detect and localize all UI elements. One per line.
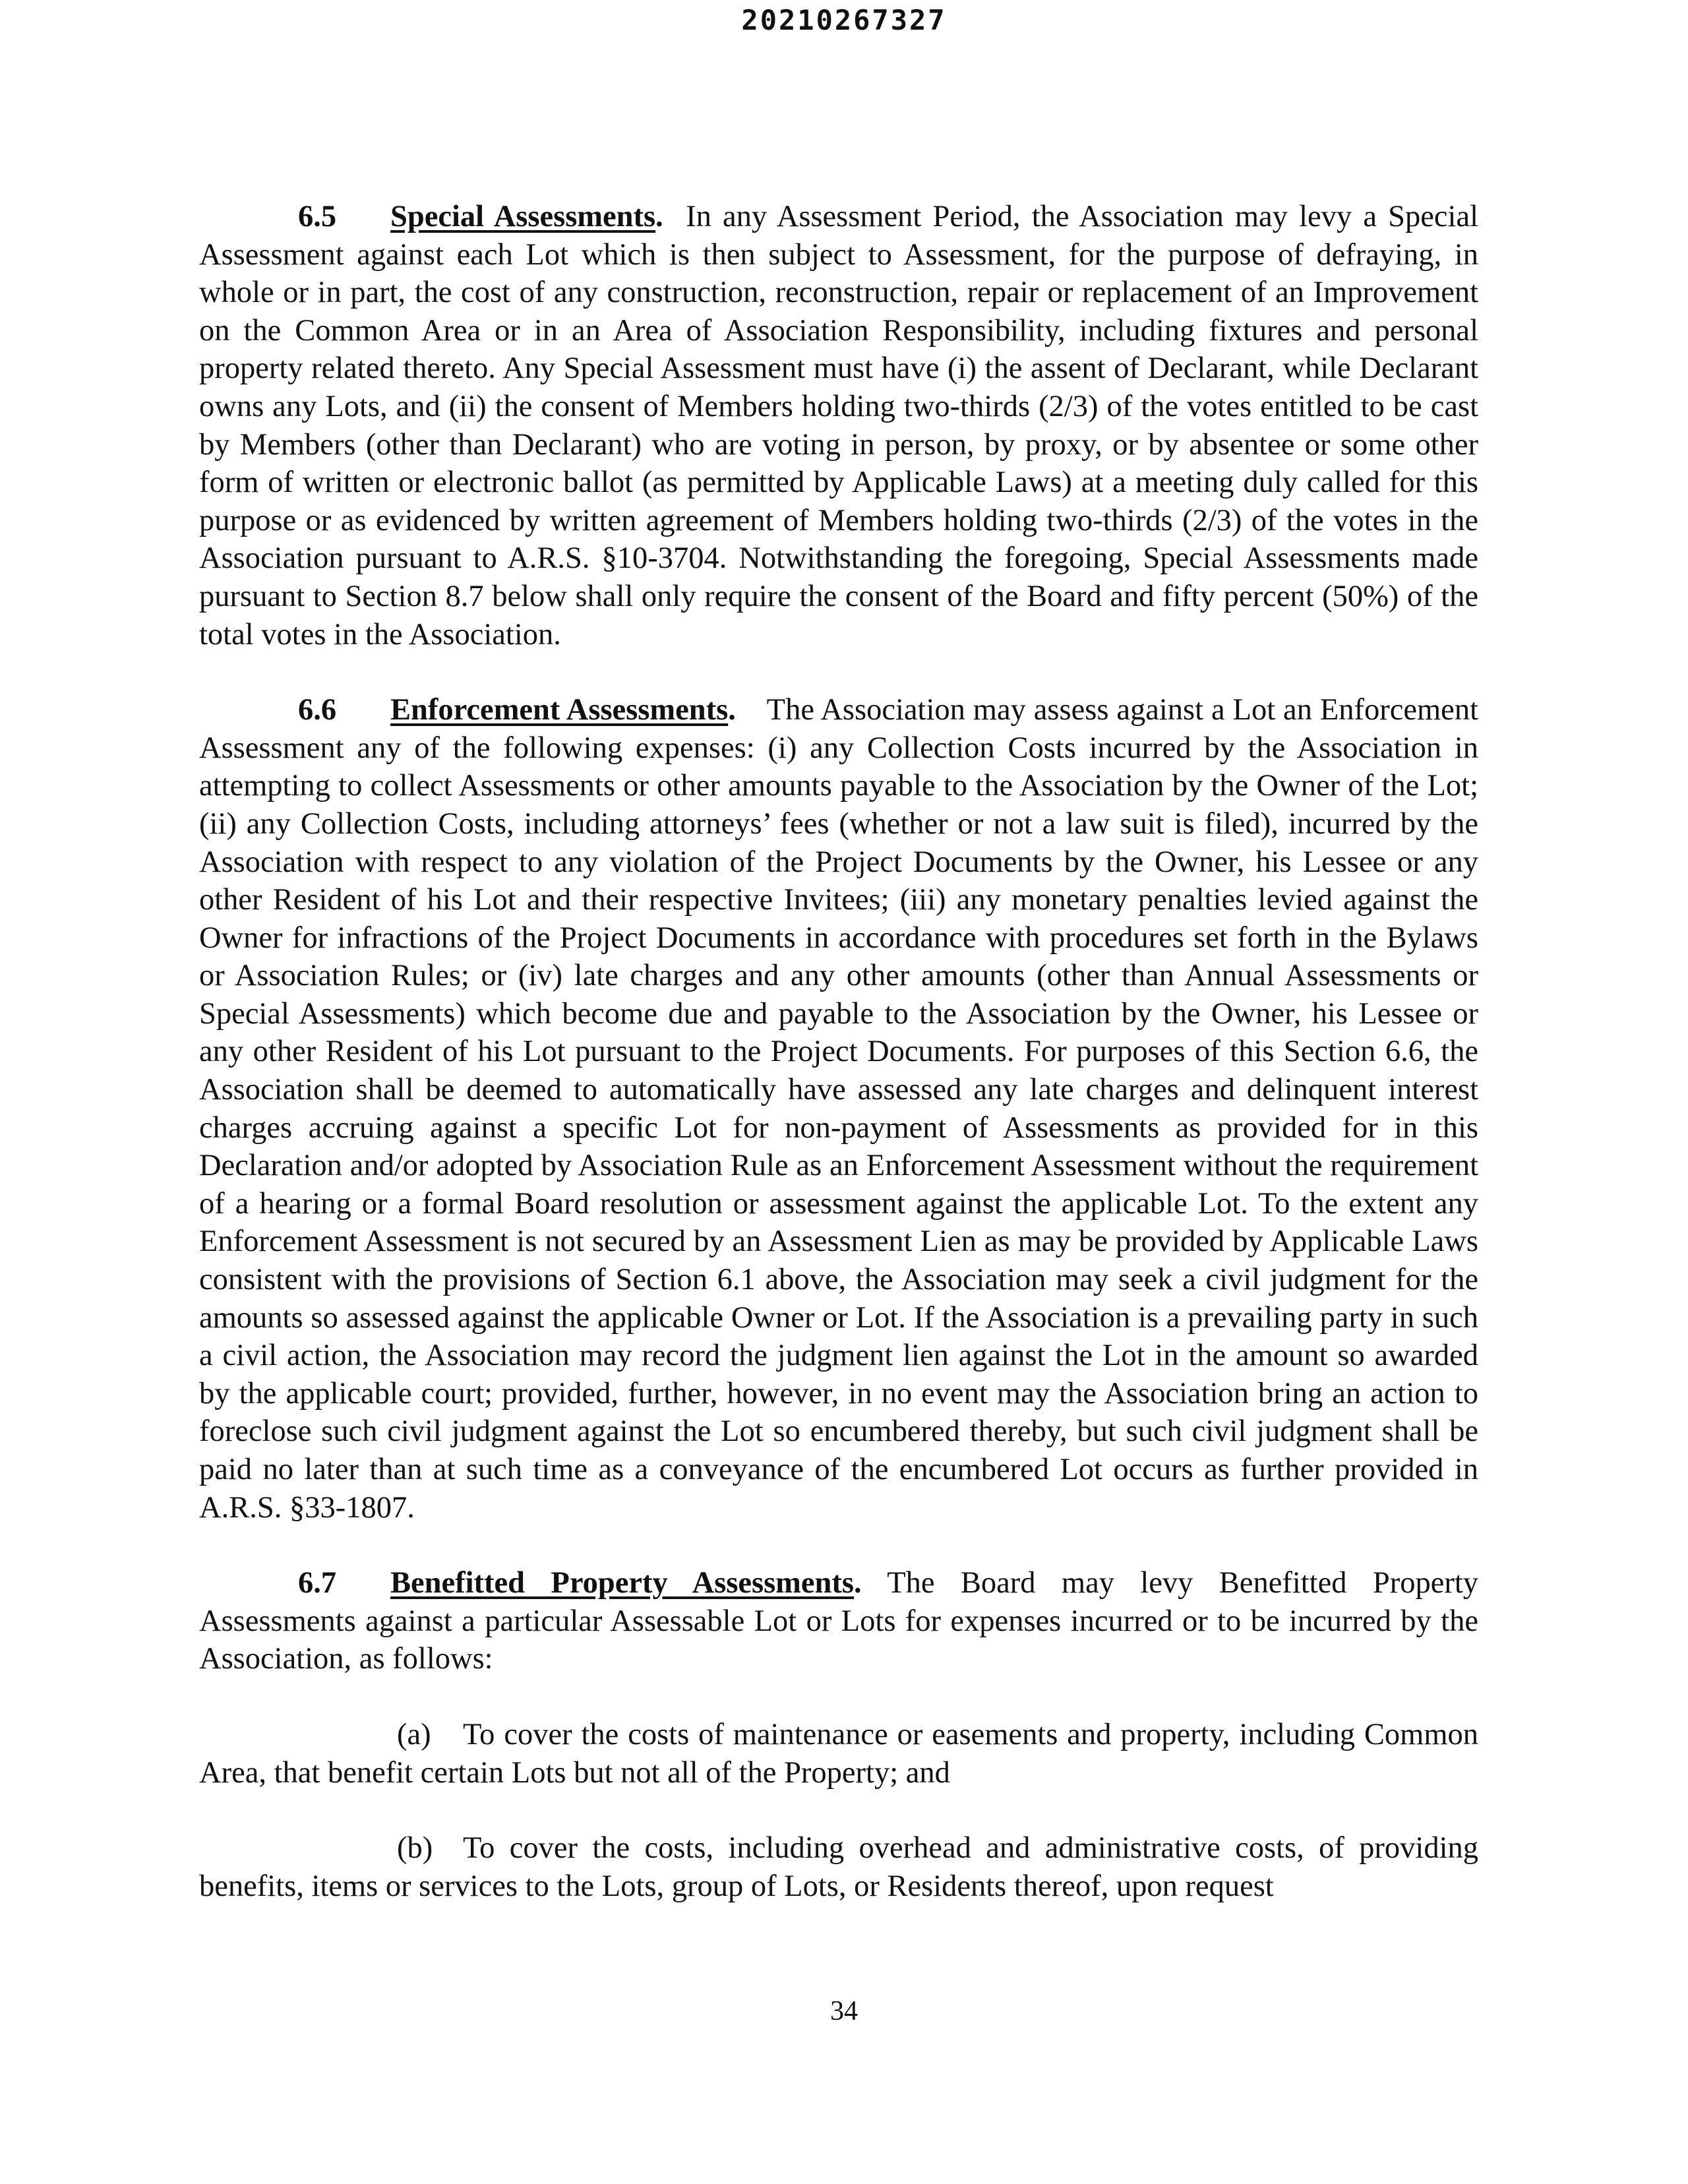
document-body — [199, 198, 1478, 1943]
document-number: 20210267327 — [741, 4, 947, 36]
section-title: Benefitted Property Assessments — [390, 1566, 854, 1600]
section-title-punct: . — [728, 693, 736, 727]
subparagraph-label: (a) — [397, 1717, 431, 1751]
section-number: 6.5 — [298, 200, 337, 233]
subparagraph-label: (b) — [397, 1831, 433, 1866]
subparagraph-text: To cover the costs of maintenance or easements and property, including Common Area, that benefit certain Lots but not all of the Property; and — [199, 1717, 1478, 1790]
section-text: In any Assessment Period, the Association may levy a Special Assessment against each Lot which is then subject to Assessment, for the purpose of defraying, in whole or in part, the cost of any construction, reconstruction, repair or replacement of an Improvement on the Common Area or in an Area of Association Responsibility, including fixtures and personal property related thereto. Any Special Assessment must have (i) the assent of Declarant, while Declarant owns any Lots, and (ii) the consent of Members holding two-thirds (2/3) of the votes entitled to be cast by Members (other than Declarant) who are voting in person, by proxy, or by absentee or some other form of written or electronic ballot (as permitted by Applicable Laws) at a meeting duly called for this purpose or as evidenced by written agreement of Members holding two-thirds (2/3) of the votes in the Association pursuant to A.R.S. §10-3704. Notwithstanding the foregoing, Special Assessments made pursuant to Section 8.7 below shall only require the consent of the Board and fifty percent (50%) of the total votes in the Association. — [199, 200, 1479, 652]
section-6-6 — [199, 691, 1478, 1527]
section-6-7 — [199, 1564, 1478, 1678]
section-title-punct: . — [655, 200, 663, 233]
section-number: 6.6 — [298, 693, 337, 727]
section-text: The Board may levy Benefitted Property Assessments against a particular Assessable Lot or Lots for expenses incurred or to be incurred by the Association, as follows: — [199, 1566, 1478, 1676]
section-title-punct: . — [854, 1566, 862, 1600]
section-title: Special Assessments — [390, 200, 656, 233]
section-6-5 — [199, 198, 1478, 653]
page-number: 34 — [830, 1996, 858, 2026]
section-number: 6.7 — [298, 1566, 337, 1600]
section-text: The Association may assess against a Lot an Enforcement Assessment any of the following expenses: (i) any Collection Costs incurred by the Association in attempting to collect Assessments or other amounts payable to the Association by the Owner of the Lot; (ii) any Collection Costs, including attorneys’ fees (whether or not a law suit is filed), incurred by the Association with respect to any violation of the Project Documents by the Owner, his Lessee or any other Resident of his Lot and their respective Invitees; (iii) any monetary penalties levied against the Owner for infractions of the Project Documents in accordance with procedures set forth in the Bylaws or Association Rules; or (iv) late charges and any other amounts (other than Annual Assessments or Special Assessments) which become due and payable to the Association by the Owner, his Lessee or any other Resident of his Lot pursuant to the Project Documents. For purposes of this Section 6.6, the Association shall be deemed to automatically have assessed any late charges and delinquent interest charges accruing against a specific Lot for non-payment of Assessments as provided for in this Declaration and/or adopted by Association Rule as an Enforcement Assessment without the requirement of a hearing or a formal Board resolution or assessment against the applicable Lot. To the extent any Enforcement Assessment is not secured by an Assessment Lien as may be provided by Applicable Laws consistent with the provisions of Section 6.1 above, the Association may seek a civil judgment for the amounts so assessed against the applicable Owner or Lot. If the Association is a prevailing party in such a civil action, the Association may record the judgment lien against the Lot in the amount so awarded by the applicable court; provided, further, however, in no event may the Association bring an action to foreclose such civil judgment against the Lot so encumbered thereby, but such civil judgment shall be paid no later than at such time as a conveyance of the encumbered Lot occurs as further provided in A.R.S. §33-1807. — [199, 693, 1478, 1525]
section-title: Enforcement Assessments — [390, 693, 729, 727]
subparagraph-text: To cover the costs, including overhead and administrative costs, of providing benefits, items or services to the Lots, group of Lots, or Residents thereof, upon request — [199, 1831, 1478, 1903]
subparagraph-b — [199, 1829, 1478, 1905]
subparagraph-a — [199, 1716, 1478, 1792]
